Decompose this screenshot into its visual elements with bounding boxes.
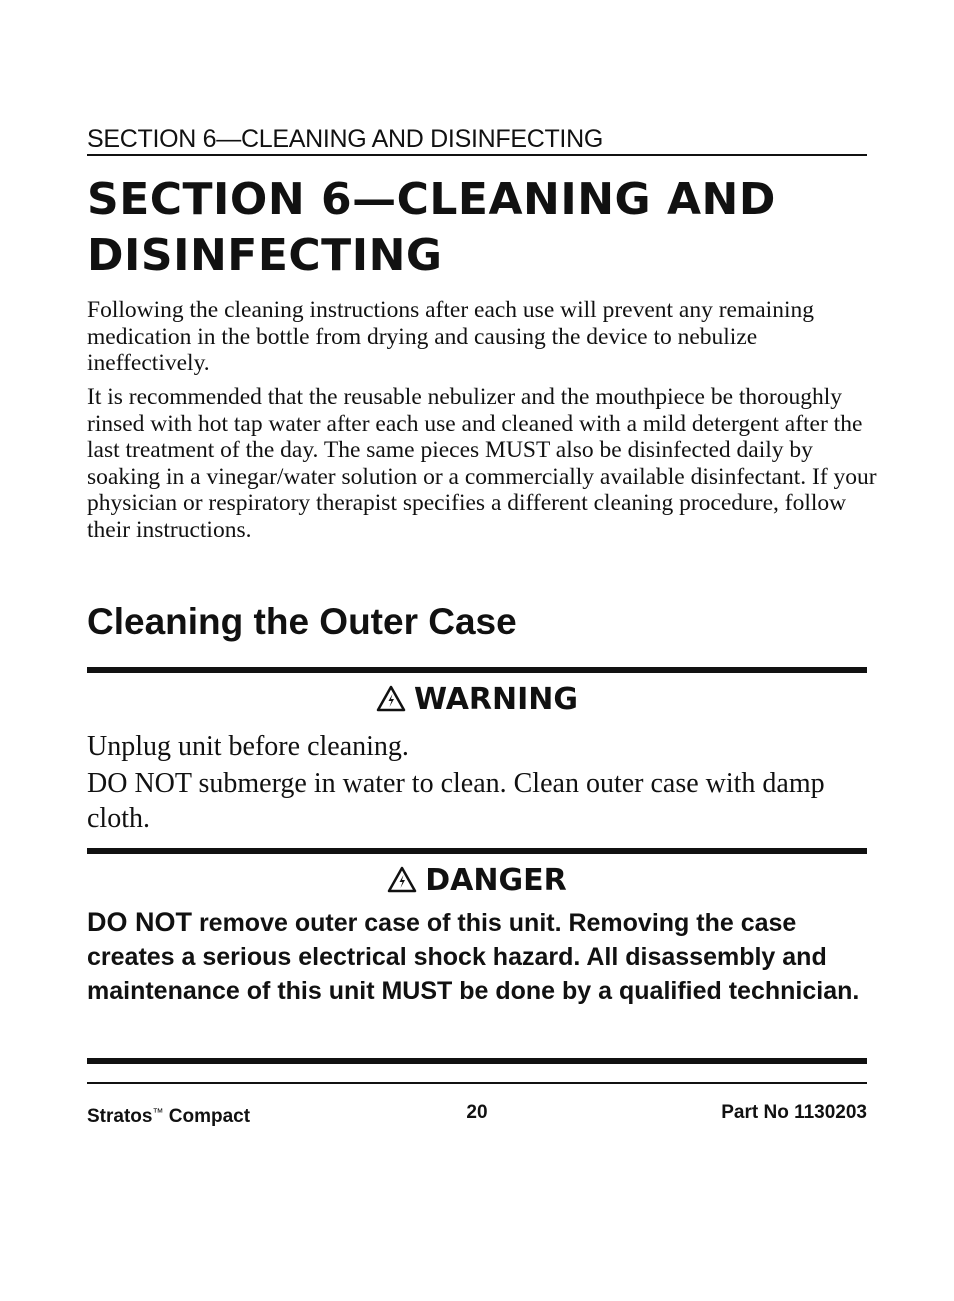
subheading-outer-case: Cleaning the Outer Case — [87, 601, 517, 642]
danger-body: remove outer case of this unit. Removing the case creates a serious electrical shock hazard. All disassembly and maintenance of this unit MUST be done by a qualified technician. — [87, 909, 860, 1005]
danger-bottom-rule — [87, 1058, 867, 1064]
trademark-symbol: ™ — [152, 1107, 164, 1119]
danger-top-rule — [87, 848, 867, 854]
danger-triangle-icon — [387, 866, 417, 902]
warning-line1: Unplug unit before cleaning. — [87, 731, 409, 762]
warning-heading — [87, 682, 867, 721]
warning-label: WARNING — [413, 682, 579, 717]
part-number: Part No 1130203 — [721, 1102, 867, 1123]
danger-label: DANGER — [425, 863, 567, 898]
section-title — [87, 172, 877, 284]
page-number: 20 — [466, 1102, 488, 1123]
footer-product-name: Stratos — [87, 1106, 153, 1127]
footer-rule — [87, 1082, 867, 1084]
footer-product-suffix: Compact — [163, 1106, 251, 1127]
warning-triangle-icon — [376, 685, 406, 721]
section-title-line1: SECTION 6—CLEANING AND — [87, 174, 776, 225]
running-header: SECTION 6—CLEANING AND DISINFECTING — [87, 124, 867, 156]
warning-line2: DO NOT submerge in water to clean. Clean outer case with damp cloth. — [87, 768, 825, 834]
danger-text — [87, 905, 877, 1008]
intro-paragraph: Following the cleaning instructions after each use will prevent any remaining medication in the bottle from drying and causing the device to nebulize ineffectively. — [87, 297, 814, 376]
section-title-line2: DISINFECTING — [87, 230, 443, 281]
danger-lead: DO NOT — [87, 907, 192, 937]
recommendation-paragraph: It is recommended that the reusable nebulizer and the mouthpiece be thoroughly rinsed with hot tap water after each use and cleaned with a mild detergent after the last treatment of the day. The same pieces MUST also be disinfected daily by soaking in a vinegar/water solution or a commercially available disinfectant. If your physician or respiratory therapist specifies a different cleaning procedure, follow their instructions. — [87, 384, 877, 543]
warning-top-rule — [87, 667, 867, 673]
danger-heading — [87, 863, 867, 902]
